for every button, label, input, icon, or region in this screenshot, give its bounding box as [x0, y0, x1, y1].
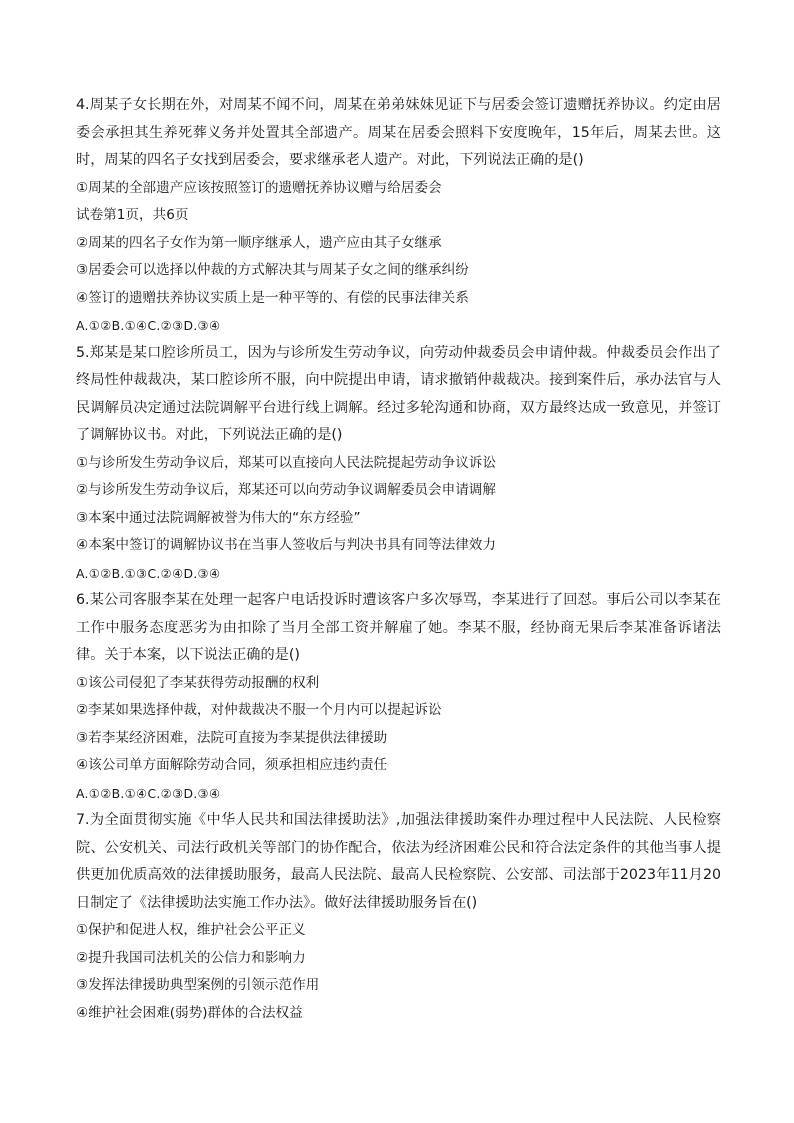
question-4-option-4: ④签订的遗赠扶养协议实质上是一种平等的、有偿的民事法律关系 [76, 289, 469, 306]
question-6-stem: 6.某公司客服李某在处理一起客户电话投诉时遭该客户多次辱骂，李某进行了回怼。事后公司以李某在工作中服务态度恶劣为由扣除了当月全部工资并解雇了她。李某不服，经协商无果后李某准备诉诸法律。关于本案，以下说法正确的是() [76, 592, 721, 663]
question-4-option-2: ②周某的四名子女作为第一顺序继承人，遗产应由其子女继承 [76, 234, 442, 251]
question-5 [76, 340, 721, 588]
exam-page [76, 92, 721, 1027]
question-4-answer-choices: A.①②B.①④C.②③D.③④ [76, 318, 221, 333]
question-6-option-2: ②李某如果选择仲裁，对仲裁裁决不服一个月内可以提起诉讼 [76, 702, 442, 718]
question-4-stem: 4.周某子女长期在外，对周某不闻不问，周某在弟弟妹妹见证下与居委会签订遗赠抚养协议。约定由居委会承担其生养死葬义务并处置其全部遗产。周某在居委会照料下安度晚年，15年后，周某去世。这时，周某的四名子女找到居委会，要求继承老人遗产。对此，下列说法正确的是() [76, 97, 721, 168]
question-4-option-1: ①周某的全部遗产应该按照签订的遗赠抚养协议赠与给居委会 [76, 179, 442, 196]
question-6-option-4: ④该公司单方面解除劳动合同，须承担相应违约责任 [76, 757, 388, 773]
question-5-option-3: ③本案中通过法院调解被誉为伟大的“东方经验” [76, 509, 361, 526]
question-5-stem: 5.郑某是某口腔诊所员工，因为与诊所发生劳动争议，向劳动仲裁委员会申请仲裁。仲裁委员会作出了终局性仲裁裁决，某口腔诊所不服，向中院提出申请，请求撤销仲裁裁决。接到案件后，承办法官与人民调解员决定通过法院调解平台进行线上调解。经过多轮沟通和协商，双方最终达成一致意见，并签订了调解协议书。对此，下列说法正确的是() [76, 344, 721, 443]
question-7-stem: 7.为全面贯彻实施《中华人民共和国法律援助法》,加强法律援助案件办理过程中人民法院、人民检察院、公安机关、司法行政机关等部门的协作配合，依法为经济困难公民和符合法定条件的其他当事人提供更加优质高效的法律援助服务，最高人民法院、最高人民检察院、公安部、司法部于2023年11月20日制定了《法律援助法实施工作办法》。做好法律援助服务旨在() [76, 812, 721, 911]
question-6-answer-choices: A.①②B.①④C.②③D.③④ [76, 785, 221, 801]
page-footer: 试卷第1页，共6页 [76, 207, 189, 223]
question-6-option-3: ③若李某经济困难，法院可直接为李某提供法律援助 [76, 729, 388, 746]
question-6-option-1: ①该公司侵犯了李某获得劳动报酬的权利 [76, 674, 320, 691]
question-7-option-2: ②提升我国司法机关的公信力和影响力 [76, 949, 306, 966]
question-7-option-4: ④维护社会困难(弱势)群体的合法权益 [76, 1004, 303, 1021]
question-7 [76, 807, 721, 1027]
question-7-option-1: ①保护和促进人权，维护社会公平正义 [76, 922, 306, 938]
question-5-option-2: ②与诊所发生劳动争议后，郑某还可以向劳动争议调解委员会申请调解 [76, 482, 496, 498]
question-5-option-1: ①与诊所发生劳动争议后，郑某可以直接向人民法院提起劳动争议诉讼 [76, 454, 496, 471]
question-5-answer-choices: A.①②B.①③C.②④D.③④ [76, 565, 221, 581]
question-5-option-4: ④本案中签订的调解协议书在当事人签收后与判决书具有同等法律效力 [76, 537, 496, 553]
question-4 [76, 92, 721, 340]
question-7-option-3: ③发挥法律援助典型案例的引领示范作用 [76, 977, 320, 993]
question-6 [76, 587, 721, 807]
question-4-option-3: ③居委会可以选择以仲裁的方式解决其与周某子女之间的继承纠纷 [76, 262, 469, 278]
